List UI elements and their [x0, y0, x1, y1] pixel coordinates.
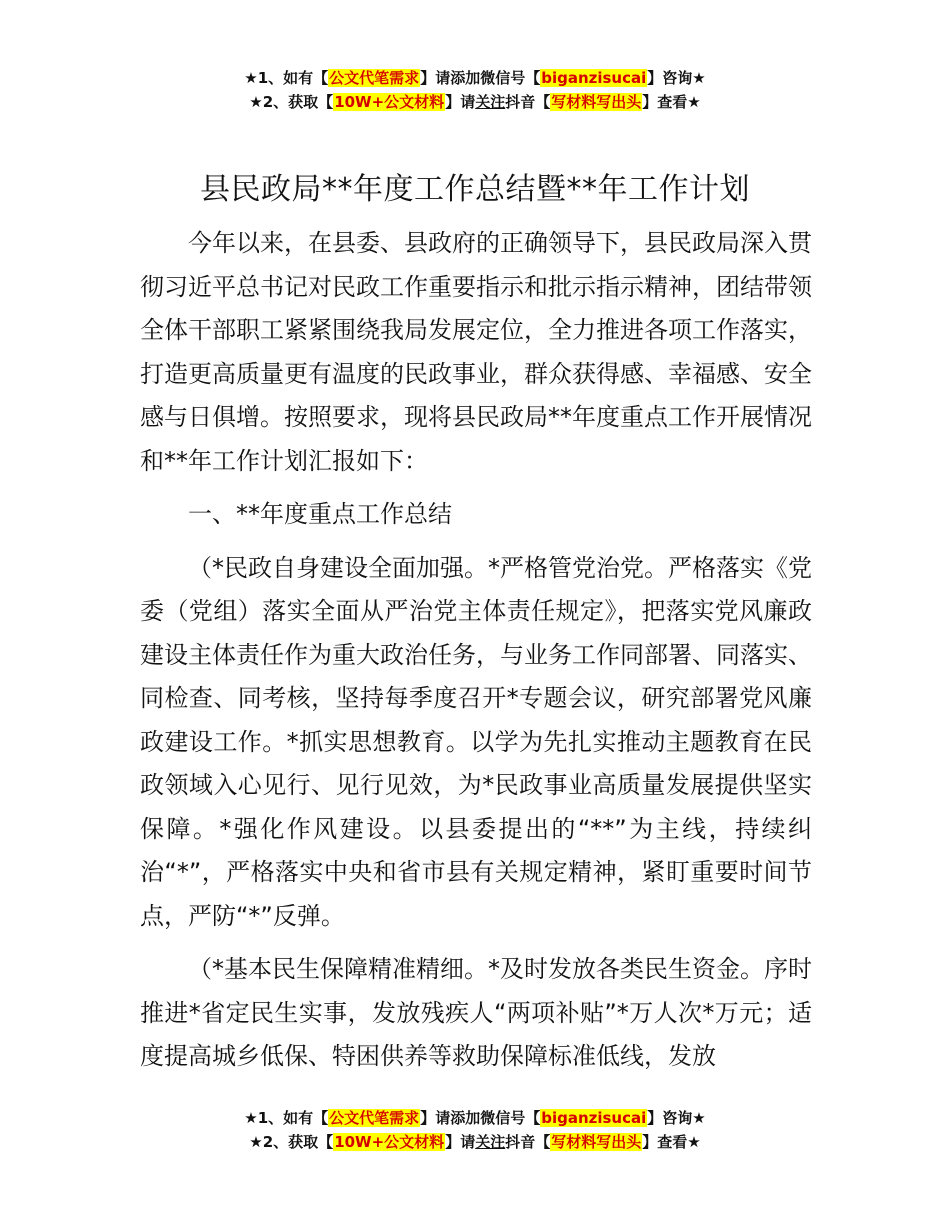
banner-text: ★2、获取【	[249, 93, 334, 111]
banner-underlined-text: 关注	[475, 93, 506, 111]
banner-text: ★2、获取【	[249, 1133, 334, 1151]
banner-highlight-wechat-id: biganzisucai	[541, 1109, 647, 1127]
document-title: 县民政局**年度工作总结暨**年工作计划	[200, 172, 750, 207]
body-paragraph: （*民政自身建设全面加强。*严格管党治党。严格落实《党委（党组）落实全面从严治党主体责任规定》，把落实党风廉政建设主体责任作为重大政治任务，与业务工作同部署、同落实、同检查、同考核，坚持每季度召开*专题会议，研究部署党风廉政建设工作。*抓实思想教育。以学为先扎实推动主题教育在民政领域入心见行、见行见效，为*民政事业高质量发展提供坚实保障。*强化作风建设。以县委提出的“**”为主线，持续纠治“*”，严格落实中央和省市县有关规定精神，紧盯重要时间节点，严防“*”反弹。	[140, 553, 812, 930]
banner-line-2	[0, 1130, 950, 1154]
banner-highlight-service: 公文代笔需求	[329, 69, 420, 87]
banner-text: 】咨询★	[647, 69, 706, 87]
banner-line-2	[0, 90, 950, 114]
banner-line-1	[0, 1106, 950, 1130]
banner-line-1	[0, 66, 950, 90]
banner-text: 】查看★	[642, 93, 701, 111]
banner-text: 】咨询★	[647, 1109, 706, 1127]
banner-highlight-douyin: 写材料写出头	[551, 1133, 642, 1151]
intro-paragraph: 今年以来，在县委、县政府的正确领导下，县民政局深入贯彻习近平总书记对民政工作重要指示和批示指示精神，团结带领全体干部职工紧紧围绕我局发展定位，全力推进各项工作落实，打造更高质量更有温度的民政事业，群众获得感、幸福感、安全感与日俱增。按照要求，现将县民政局**年度重点工作开展情况和**年工作计划汇报如下：	[140, 229, 812, 475]
footer-banner	[0, 1106, 950, 1154]
banner-text: 抖音【	[505, 93, 551, 111]
banner-text: 】请	[445, 1133, 476, 1151]
banner-text: 抖音【	[505, 1133, 551, 1151]
banner-text: 】查看★	[642, 1133, 701, 1151]
banner-highlight-materials: 10W+公文材料	[334, 93, 445, 111]
banner-text: ★1、如有【	[244, 69, 329, 87]
banner-highlight-materials: 10W+公文材料	[334, 1133, 445, 1151]
header-banner	[0, 66, 950, 114]
banner-text: 】请添加微信号【	[420, 69, 541, 87]
banner-text: 】请	[445, 93, 476, 111]
banner-text: 】请添加微信号【	[420, 1109, 541, 1127]
banner-text: ★1、如有【	[244, 1109, 329, 1127]
banner-highlight-service: 公文代笔需求	[329, 1109, 420, 1127]
banner-highlight-wechat-id: biganzisucai	[541, 69, 647, 87]
section-heading: 一、**年度重点工作总结	[188, 500, 452, 528]
banner-underlined-text: 关注	[475, 1133, 506, 1151]
document-body	[140, 222, 812, 1079]
body-paragraph: （*基本民生保障精准精细。*及时发放各类民生资金。序时推进*省定民生实事，发放残疾人“两项补贴”*万人次*万元；适度提高城乡低保、特困供养等救助保障标准低线，发放	[140, 955, 812, 1070]
banner-highlight-douyin: 写材料写出头	[551, 93, 642, 111]
